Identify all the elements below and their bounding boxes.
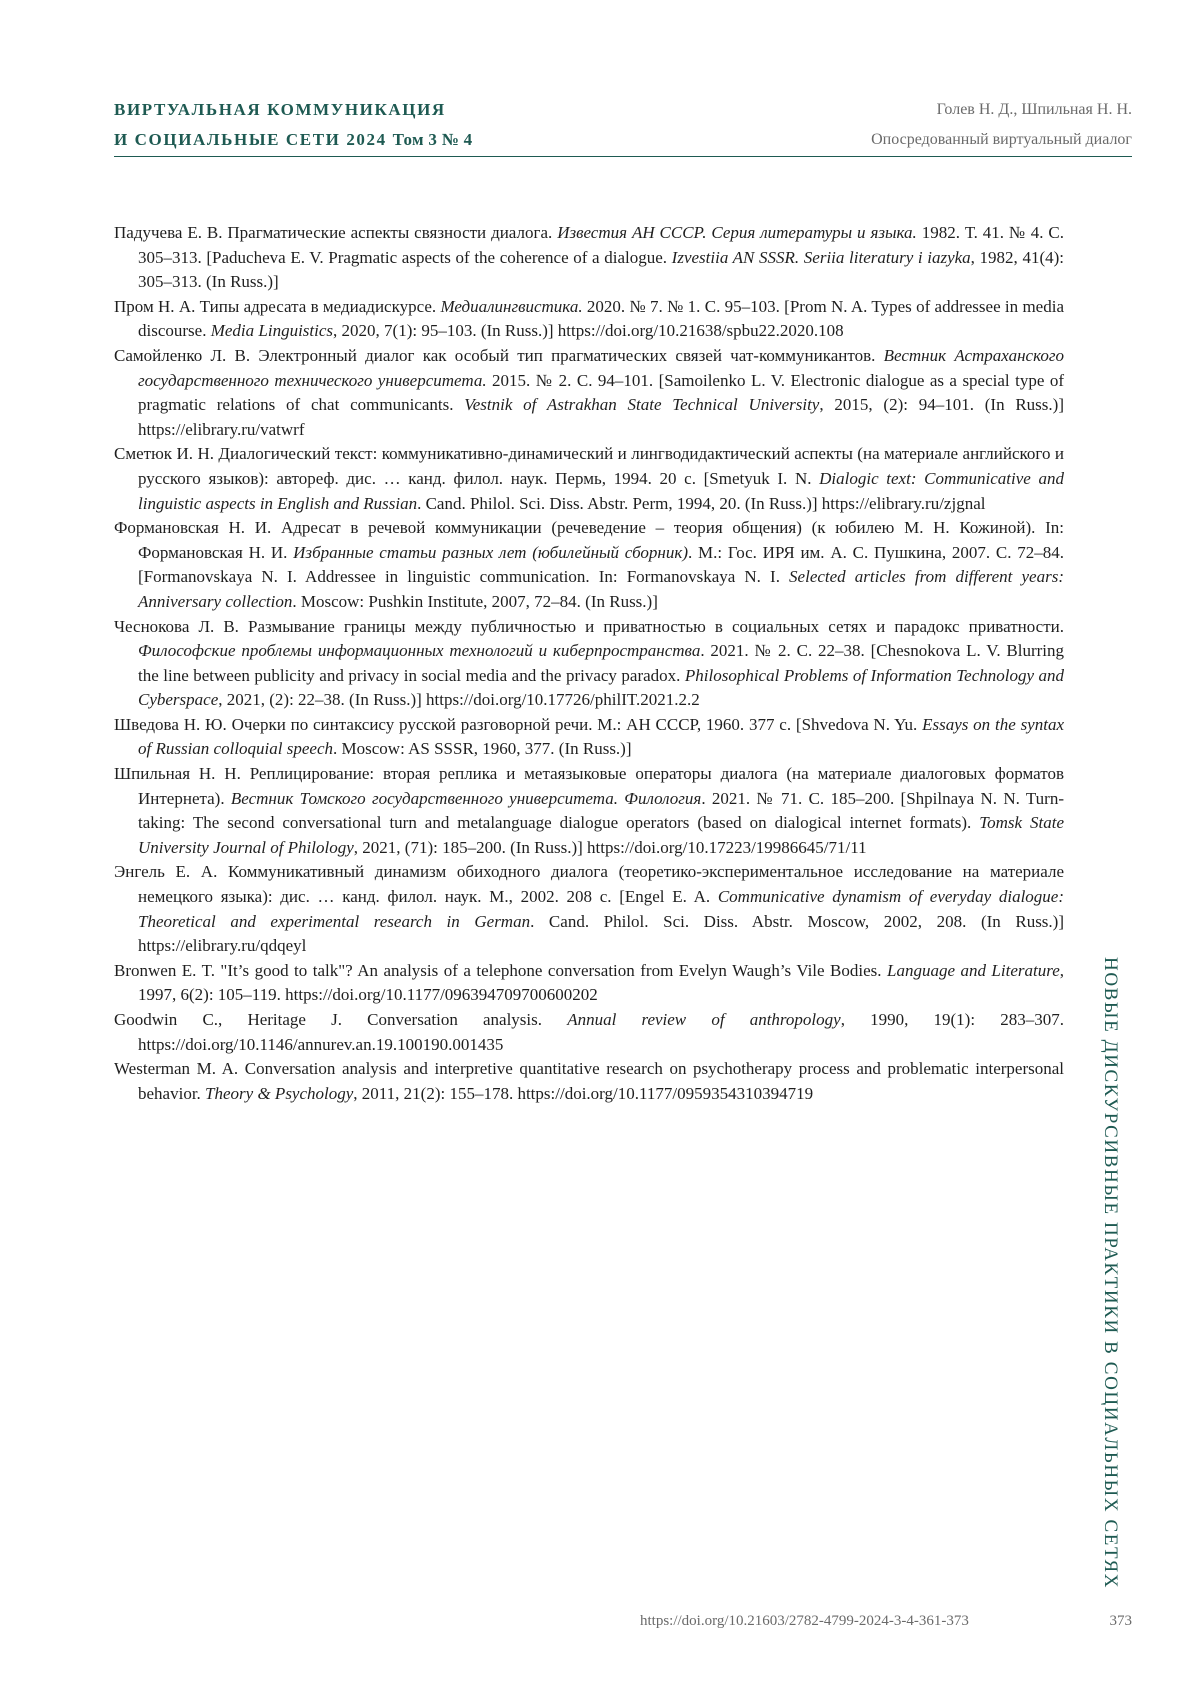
reference-text: Westerman M. A. Conversation analysis and interpretive quantitative research on psychotherapy process and problematic interpersonal behavior. bbox=[114, 1059, 1064, 1103]
reference-text: , 2021, (71): 185–200. (In Russ.)] https://doi.org/10.17223/19986645/71/11 bbox=[353, 837, 867, 857]
reference-item bbox=[114, 959, 1064, 1008]
reference-source: Медиалингвистика. bbox=[440, 296, 583, 316]
journal-title-line1: ВИРТУАЛЬНАЯ КОММУНИКАЦИЯ bbox=[114, 100, 446, 119]
reference-item bbox=[114, 1057, 1064, 1106]
page-number: 373 bbox=[1109, 1613, 1132, 1629]
reference-text: Энгель Е. А. Коммуникативный динамизм обиходного диалога (теоретико-экспериментальное исследование на материале немецкого языка): дис. … канд. филол. наук. М., 2002. 208 с. [Engel E. A. bbox=[114, 862, 1064, 907]
reference-source-translit: Philosophical Problems of Information Technology and Cyberspace bbox=[138, 665, 1064, 710]
page-header bbox=[114, 95, 1132, 157]
journal-title-series: И СОЦИАЛЬНЫЕ СЕТИ 2024 bbox=[114, 130, 387, 149]
reference-text: Goodwin C., Heritage J. Conversation analysis. bbox=[114, 1010, 568, 1029]
reference-source: Communicative dynamism of everyday dialogue: Theoretical and experimental research in German bbox=[138, 887, 1064, 931]
reference-text: , 1997, 6(2): 105–119. https://doi.org/10.1177/096394709700600202 bbox=[138, 960, 1064, 1005]
section-label-text: НОВЫЕ ДИСКУРСИВНЫЕ ПРАКТИКИ В СОЦИАЛЬНЫХ СЕТЯХ bbox=[1100, 957, 1121, 1590]
reference-text: 2015. № 2. С. 94–101. [Samoilenko L. V. Electronic dialogue as a special type of pragmatic relations of chat communicants. bbox=[138, 370, 1064, 415]
reference-item bbox=[114, 344, 1064, 442]
reference-text: Пром Н. А. Типы адресата в медиадискурсе. bbox=[114, 296, 441, 316]
reference-text: . 2021. № 71. С. 185–200. [Shpilnaya N. N. Turn-taking: The second conversational turn and metalanguage dialogue operators (based on dialogical internet formats). bbox=[138, 788, 1064, 833]
reference-source-translit: Media Linguistics bbox=[210, 321, 334, 341]
footer-doi-link[interactable]: https://doi.org/10.21603/2782-4799-2024-3-4-361-373 bbox=[640, 1613, 969, 1629]
reference-text: , 1982, 41(4): 305–313. (In Russ.)] bbox=[138, 247, 1064, 292]
reference-text: Bronwen E. T. "It’s good to talk"? An analysis of a telephone conversation from Evelyn Waugh’s Vile Bodies. bbox=[114, 960, 887, 980]
reference-source: Annual review of anthropology bbox=[567, 1010, 841, 1029]
reference-text: , 2020, 7(1): 95–103. (In Russ.)] https://doi.org/10.21638/spbu22.2020.108 bbox=[333, 321, 844, 341]
reference-source: Dialogic text: Communicative and linguistic aspects in English and Russian bbox=[138, 468, 1064, 513]
journal-volume: Том 3 № 4 bbox=[392, 130, 473, 149]
reference-item bbox=[114, 221, 1064, 295]
reference-text: 1982. Т. 41. № 4. С. 305–313. [Paducheva E. V. Pragmatic aspects of the coherence of a dialogue. bbox=[138, 223, 1064, 267]
header-divider bbox=[114, 156, 1132, 157]
reference-source-translit: Vestnik of Astrakhan State Technical University bbox=[464, 395, 820, 415]
reference-text: Самойленко Л. В. Электронный диалог как особый тип прагматических связей чат-коммуникантов. bbox=[114, 345, 884, 365]
running-header bbox=[871, 95, 1132, 155]
reference-text: , 2021, (2): 22–38. (In Russ.)] https://doi.org/10.17726/philIT.2021.2.2 bbox=[218, 690, 700, 710]
reference-item bbox=[114, 615, 1064, 713]
reference-text: 2020. № 7. № 1. С. 95–103. [Prom N. A. Types of addressee in media discourse. bbox=[138, 296, 1064, 341]
reference-item bbox=[114, 442, 1064, 516]
reference-text: Шпильная Н. Н. Реплицирование: вторая реплика и метаязыковые операторы диалога (на материале диалоговых форматов Интернета). bbox=[114, 764, 1064, 808]
reference-text: Падучева Е. В. Прагматические аспекты связности диалога. bbox=[114, 223, 558, 242]
running-article-title: Опосредованный виртуальный диалог bbox=[871, 131, 1132, 148]
reference-text: Чеснокова Л. В. Размывание границы между публичностью и приватностью в социальных сетях и парадокс приватности. bbox=[114, 616, 1064, 636]
reference-text: . Cand. Philol. Sci. Diss. Abstr. Perm, 1994, 20. (In Russ.)] https://elibrary.ru/zjgnal bbox=[417, 493, 986, 513]
reference-text: , 1990, 19(1): 283–307. https://doi.org/10.1146/annurev.an.19.100190.001435 bbox=[138, 1010, 1064, 1054]
reference-source-translit: Izvestiia AN SSSR. Seriia literatury i iazyka bbox=[671, 247, 971, 267]
journal-title-line2 bbox=[114, 125, 472, 155]
reference-source: Избранные статьи разных лет (юбилейный сборник) bbox=[293, 542, 688, 562]
reference-text: Формановская Н. И. Адресат в речевой коммуникации (речеведение – теория общения) (к юбилею М. Н. Кожиной). In: Формановская Н. И. bbox=[114, 518, 1064, 562]
reference-source: Известия АН СССР. Серия литературы и языка. bbox=[557, 223, 917, 242]
reference-text: Сметюк И. Н. Диалогический текст: коммуникативно-динамический и лингводидактический аспекты (на материале английского и русского языков): автореф. дис. … канд. филол. наук. Пермь, 1994. 20 с. [Smetyuk I. N. bbox=[114, 444, 1064, 488]
reference-source-translit: Selected articles from different years: Anniversary collection bbox=[138, 567, 1064, 611]
reference-list bbox=[114, 221, 1064, 1106]
reference-source: Theory & Psychology bbox=[205, 1083, 354, 1103]
section-side-label bbox=[1097, 957, 1123, 1590]
journal-title bbox=[114, 95, 472, 155]
reference-text: Шведова Н. Ю. Очерки по синтаксису русской разговорной речи. М.: АН СССР, 1960. 377 с. [Shvedova N. Yu. bbox=[114, 714, 923, 734]
reference-text: . 2021. № 2. С. 22–38. [Chesnokova L. V. Blurring the line between publicity and privacy in social media and the privacy paradox. bbox=[138, 641, 1064, 685]
reference-source: Language and Literature bbox=[886, 960, 1060, 980]
reference-item bbox=[114, 762, 1064, 860]
reference-source: Философские проблемы информационных технологий и киберпространства bbox=[138, 641, 701, 661]
reference-item bbox=[114, 1008, 1064, 1057]
running-authors: Голев Н. Д., Шпильная Н. Н. bbox=[936, 101, 1132, 118]
reference-item bbox=[114, 713, 1064, 762]
reference-item bbox=[114, 516, 1064, 614]
reference-text: . Moscow: Pushkin Institute, 2007, 72–84. (In Russ.)] bbox=[292, 591, 658, 611]
reference-source-translit: Tomsk State University Journal of Philology bbox=[138, 813, 1064, 857]
reference-text: . Cand. Philol. Sci. Diss. Abstr. Moscow, 2002, 208. (In Russ.)] https://elibrary.ru/qdqeyl bbox=[138, 911, 1064, 956]
reference-text: , 2015, (2): 94–101. (In Russ.)] https://elibrary.ru/vatwrf bbox=[138, 395, 1064, 439]
reference-source: Вестник Астраханского государственного технического университета. bbox=[138, 345, 1064, 390]
reference-item bbox=[114, 860, 1064, 958]
reference-text: . Moscow: AS SSSR, 1960, 377. (In Russ.)] bbox=[333, 739, 632, 759]
reference-source: Вестник Томского государственного университета. Филология bbox=[230, 788, 702, 808]
reference-text: , 2011, 21(2): 155–178. https://doi.org/10.1177/0959354310394719 bbox=[353, 1083, 814, 1103]
reference-item bbox=[114, 295, 1064, 344]
reference-text: . М.: Гос. ИРЯ им. А. С. Пушкина, 2007. С. 72–84. [Formanovskaya N. I. Addressee in linguistic communication. In: Formanovskaya N. I. bbox=[138, 542, 1064, 587]
reference-source: Essays on the syntax of Russian colloquial speech bbox=[138, 714, 1064, 759]
